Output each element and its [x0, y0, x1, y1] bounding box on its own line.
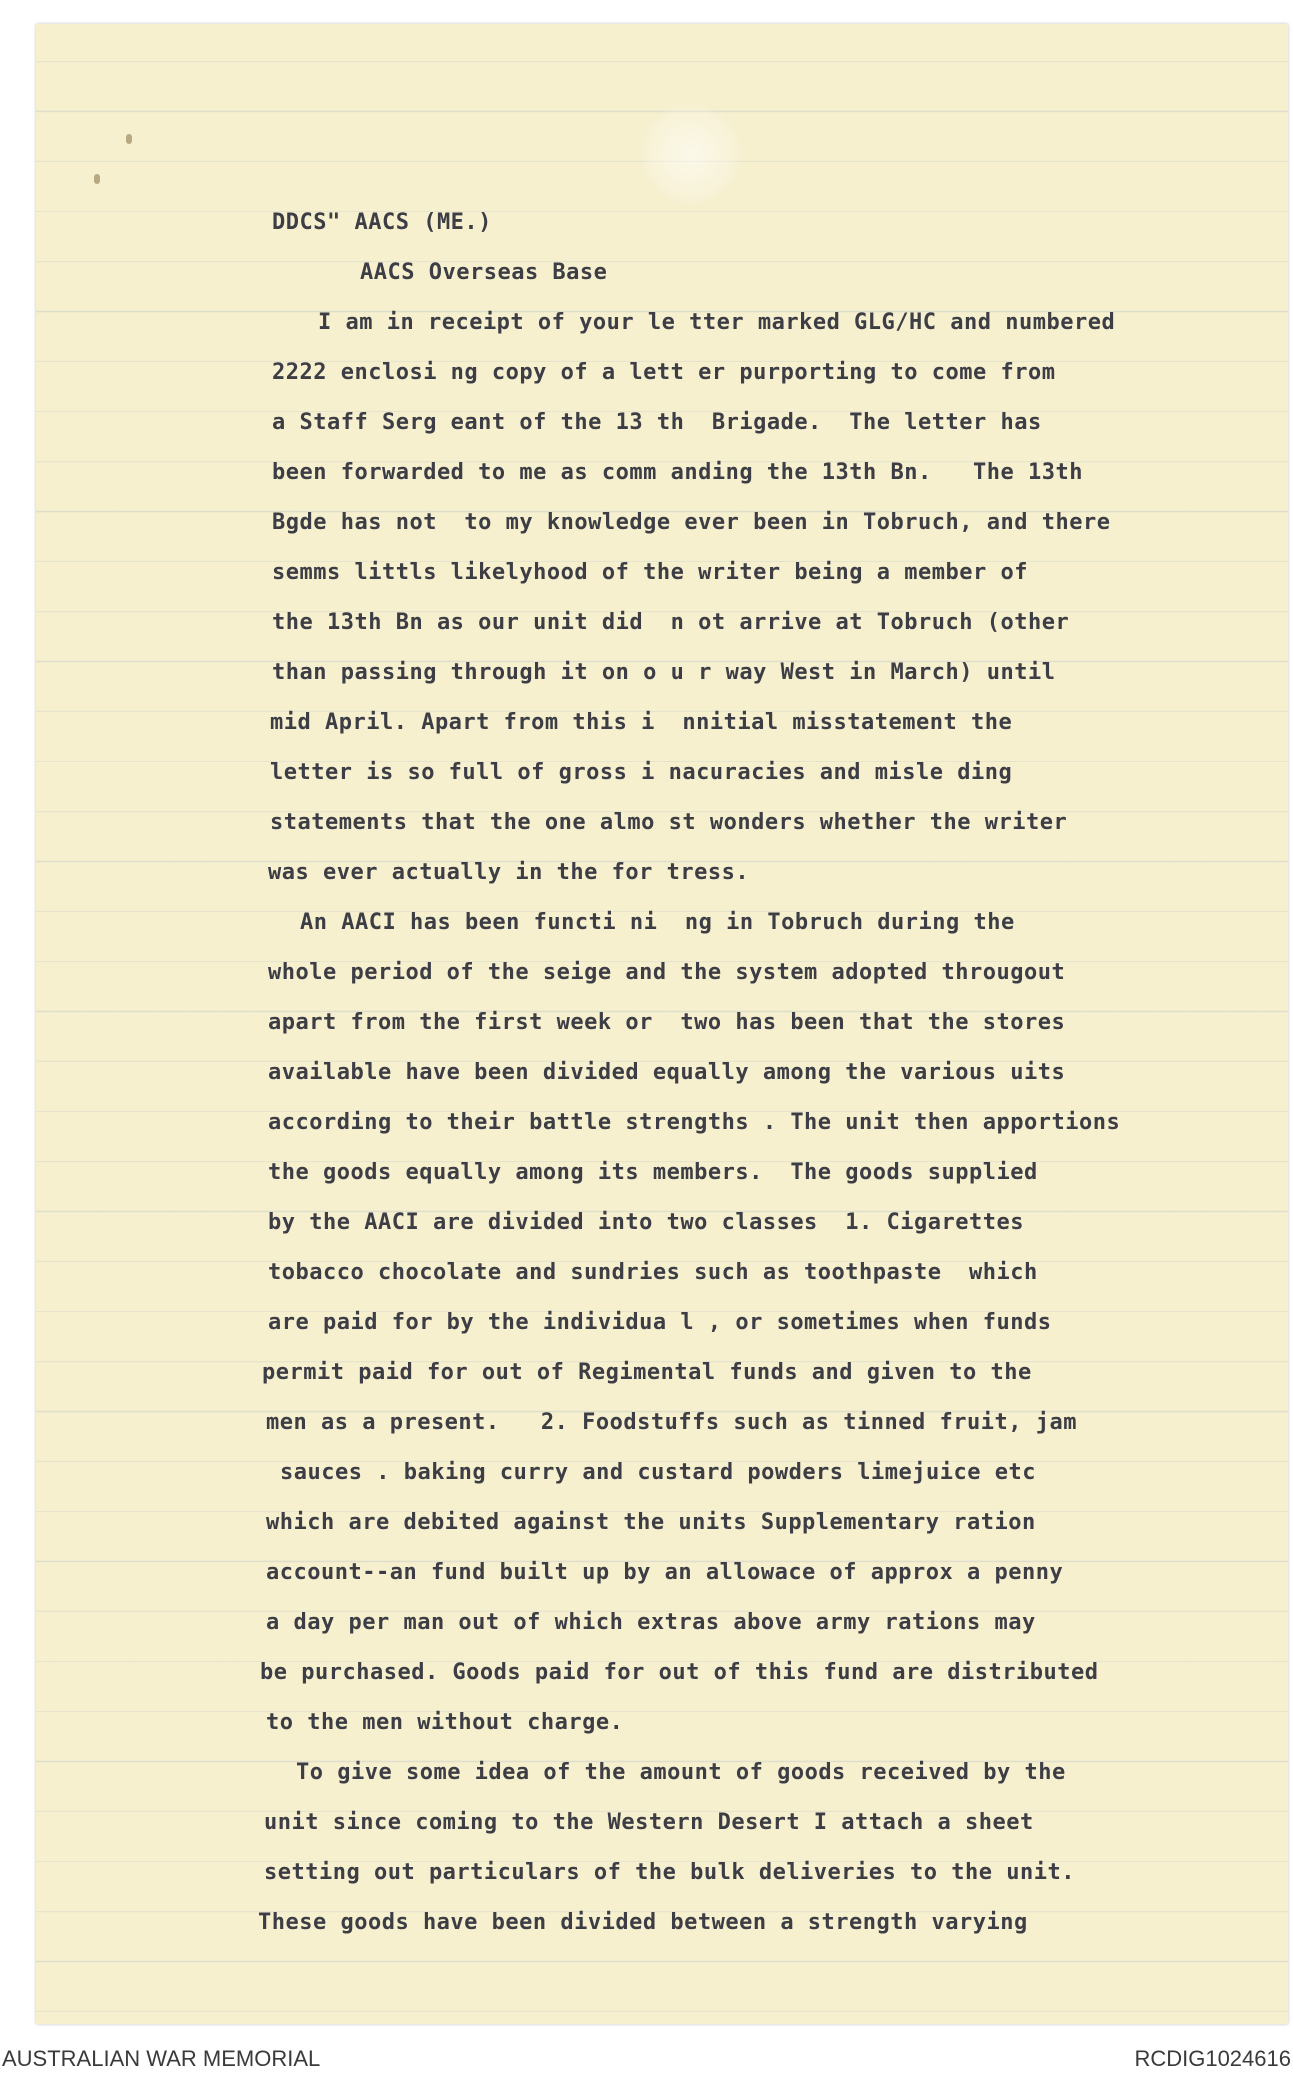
text-line: unit since coming to the Western Desert I attach a sheet: [264, 1810, 1034, 1835]
text-line: was ever actually in the for tress.: [268, 860, 750, 885]
text-line: sauces . baking curry and custard powders limejuice etc: [280, 1460, 1036, 1485]
text-line: according to their battle strengths . The unit then apportions: [268, 1110, 1121, 1135]
embossed-seal: [641, 104, 741, 204]
text-line: to the men without charge.: [266, 1710, 624, 1735]
text-line: setting out particulars of the bulk deliveries to the unit.: [264, 1860, 1075, 1885]
text-line: mid April. Apart from this i nnitial misstatement the: [270, 710, 1013, 735]
text-line: available have been divided equally among the various uits: [268, 1060, 1066, 1085]
text-line: than passing through it on o u r way West in March) until: [272, 660, 1056, 685]
footer-record-id: RCDIG1024616: [1134, 2046, 1291, 2071]
text-line: apart from the first week or two has been that the stores: [268, 1010, 1066, 1035]
text-line: which are debited against the units Supplementary ration: [266, 1510, 1036, 1535]
text-line: the 13th Bn as our unit did n ot arrive at Tobruch (other: [272, 610, 1070, 635]
text-line: 2222 enclosi ng copy of a lett er purporting to come from: [272, 360, 1056, 385]
text-line: statements that the one almo st wonders whether the writer: [270, 810, 1068, 835]
text-line: by the AACI are divided into two classes 1. Cigarettes: [268, 1210, 1024, 1235]
addressee-line: DDCS" AACS (ME.): [272, 210, 492, 235]
staple-hole: [94, 174, 100, 184]
text-line: semms littls likelyhood of the writer being a member of: [272, 560, 1028, 585]
text-line: Bgde has not to my knowledge ever been in Tobruch, and there: [272, 510, 1111, 535]
text-line: account--an fund built up by an allowace of approx a penny: [266, 1560, 1064, 1585]
text-line: To give some idea of the amount of goods received by the: [296, 1760, 1066, 1785]
text-line: a Staff Serg eant of the 13 th Brigade. The letter has: [272, 410, 1042, 435]
staple-hole: [126, 134, 132, 144]
text-line: the goods equally among its members. The goods supplied: [268, 1160, 1038, 1185]
text-line: letter is so full of gross i nacuracies and misle ding: [270, 760, 1013, 785]
text-line: a day per man out of which extras above army rations may: [266, 1610, 1036, 1635]
footer-archive-name: AUSTRALIAN WAR MEMORIAL: [2, 2046, 321, 2071]
text-line: These goods have been divided between a strength varying: [258, 1910, 1028, 1935]
text-line: An AACI has been functi ni ng in Tobruch during the: [300, 910, 1015, 935]
text-line: be purchased. Goods paid for out of this fund are distributed: [260, 1660, 1099, 1685]
text-line: tobacco chocolate and sundries such as toothpaste which: [268, 1260, 1038, 1285]
text-line: men as a present. 2. Foodstuffs such as tinned fruit, jam: [266, 1410, 1077, 1435]
text-line: I am in receipt of your le tter marked GLG/HC and numbered: [318, 310, 1116, 335]
subheading-line: AACS Overseas Base: [360, 260, 608, 285]
text-line: permit paid for out of Regimental funds and given to the: [262, 1360, 1032, 1385]
text-line: are paid for by the individua l , or sometimes when funds: [268, 1310, 1052, 1335]
text-line: whole period of the seige and the system adopted througout: [268, 960, 1066, 985]
text-line: been forwarded to me as comm anding the 13th Bn. The 13th: [272, 460, 1083, 485]
